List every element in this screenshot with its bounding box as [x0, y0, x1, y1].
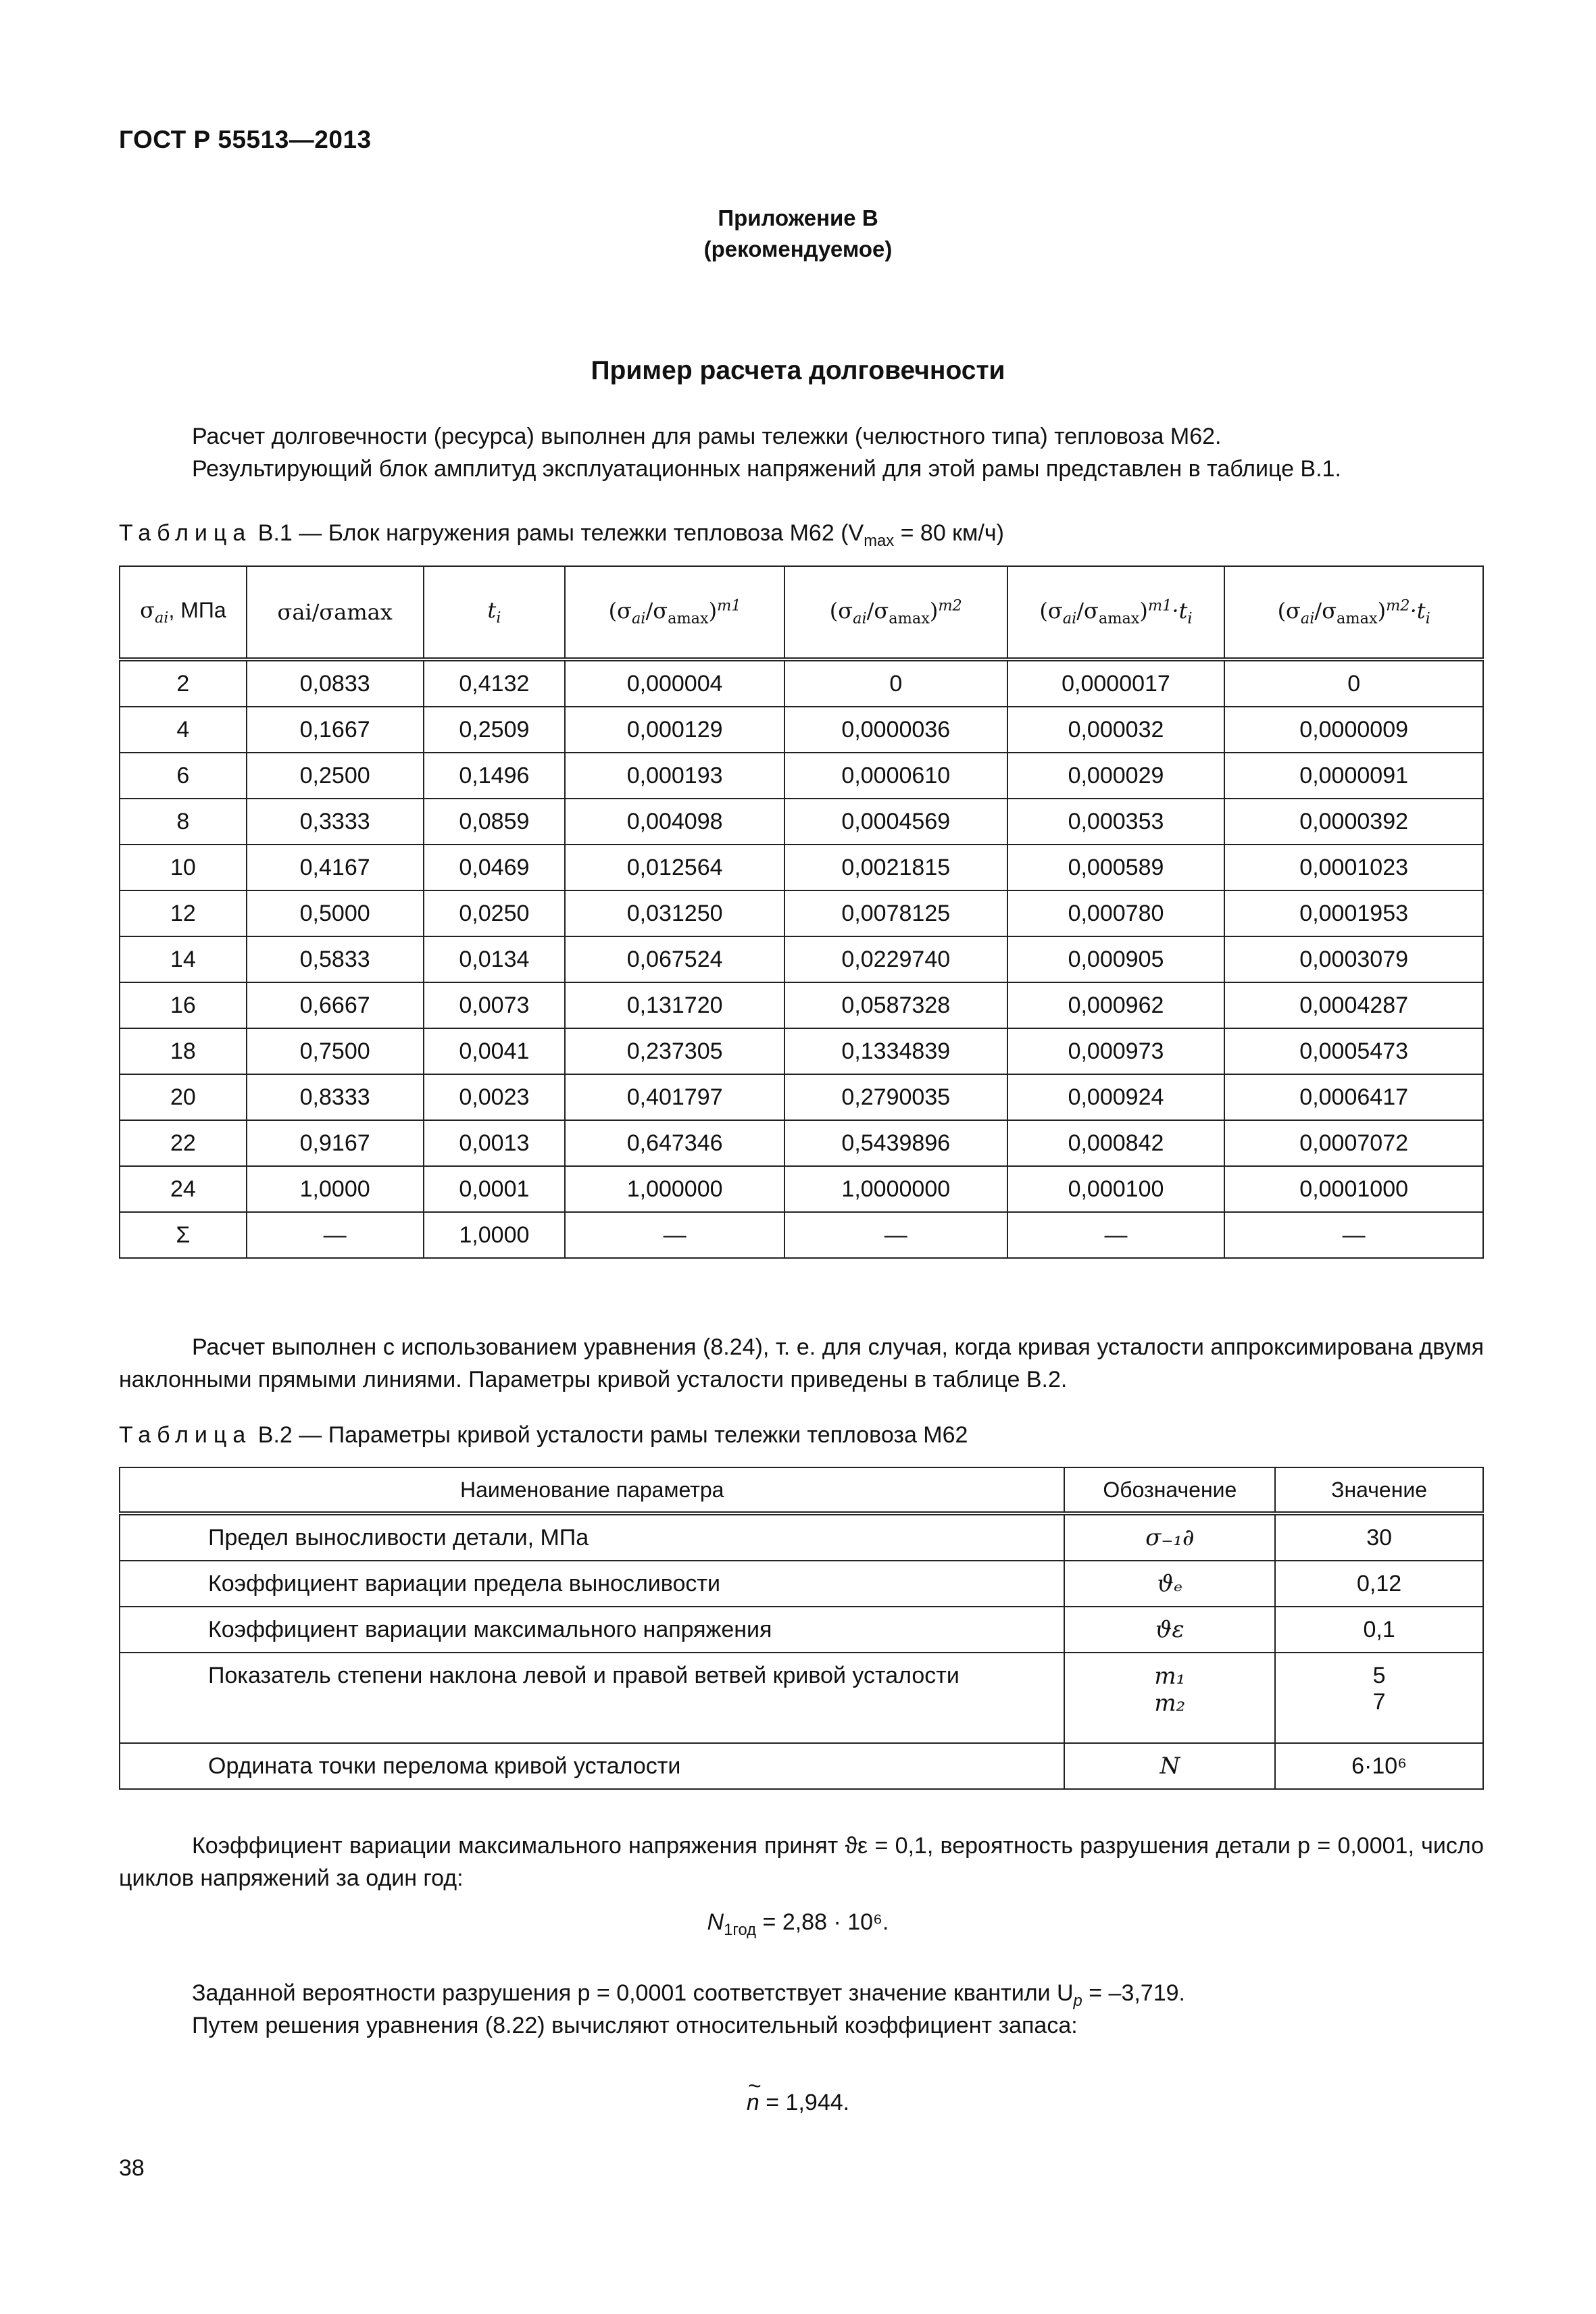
table1-cell: 16 — [120, 982, 247, 1028]
param-symbol: N — [1064, 1743, 1275, 1789]
table1-header-ratio-m1-ti: $(\sigma_{ai}/\sigma_{amax})^{m1}\cdot t_i$ — [1007, 566, 1225, 659]
table2-caption-text: В.2 — Параметры кривой усталости рамы тележки тепловоза М62 — [257, 1422, 968, 1448]
table1-header-ti: $t_i$ — [424, 566, 566, 659]
table1-caption-sub: max — [864, 531, 895, 550]
table1-cell: 14 — [120, 936, 247, 982]
table1-cell: 24 — [120, 1166, 247, 1212]
param-name: Ордината точки перелома кривой усталости — [120, 1743, 1064, 1789]
table1-cell: 0,0078125 — [784, 890, 1007, 936]
table1-row — [120, 659, 1483, 707]
table1-cell: 0,0833 — [247, 659, 424, 707]
table1-cell: 1,0000 — [424, 1212, 566, 1258]
table1-cell: 0,0007072 — [1224, 1120, 1483, 1166]
appendix-title: Приложение В — [718, 205, 878, 230]
table2-header-row — [120, 1467, 1483, 1513]
table1-cell: 0,0000036 — [784, 707, 1007, 753]
table1-row — [120, 890, 1483, 936]
table1-cell: 1,0000 — [247, 1166, 424, 1212]
param-symbol: ϑε — [1064, 1607, 1275, 1653]
table1-cell: 0,4132 — [424, 659, 566, 707]
paragraph-variation: Коэффициент вариации максимального напряжения принят ϑε = 0,1, вероятность разрушения детали p = 0,0001, число циклов напряжений за один год: — [119, 1833, 1484, 1891]
table2-row — [120, 1561, 1483, 1607]
table1-cell: 4 — [120, 707, 247, 753]
table1-cell: — — [784, 1212, 1007, 1258]
table1-cell: 0,4167 — [247, 845, 424, 890]
table1-caption-label: Таблица — [119, 520, 252, 546]
table1-cell: — — [565, 1212, 784, 1258]
appendix-subtitle: (рекомендуемое) — [703, 236, 893, 261]
table1-cell: — — [247, 1212, 424, 1258]
table-loading-block — [119, 565, 1484, 1259]
table2-header-value: Значение — [1275, 1467, 1483, 1513]
table2-caption-label: Таблица — [119, 1422, 252, 1448]
table1-caption-text: В.1 — Блок нагружения рамы тележки тепловоза М62 (V — [257, 520, 864, 546]
table2-header-name: Наименование параметра — [120, 1467, 1064, 1513]
table1-cell: 0,647346 — [565, 1120, 784, 1166]
table2-header-symbol: Обозначение — [1064, 1467, 1275, 1513]
param-name: Показатель степени наклона левой и правой ветвей кривой усталости — [120, 1653, 1064, 1743]
table2-row — [120, 1743, 1483, 1789]
table1-body — [120, 659, 1483, 1258]
table1-row — [120, 982, 1483, 1028]
table2-row — [120, 1653, 1483, 1743]
table1-header-ratio-m2-ti: $(\sigma_{ai}/\sigma_{amax})^{m2}\cdot t_i$ — [1224, 566, 1483, 659]
table1-cell: 22 — [120, 1120, 247, 1166]
table1-cell: 1,0000000 — [784, 1166, 1007, 1212]
table1-cell: 0,0250 — [424, 890, 566, 936]
table1-cell: 0,000589 — [1007, 845, 1225, 890]
table1-cell: 0,000193 — [565, 753, 784, 799]
table1-cell: 0,000353 — [1007, 799, 1225, 845]
table1-cell: 0,067524 — [565, 936, 784, 982]
table1-cell: 0,000962 — [1007, 982, 1225, 1028]
table1-cell: 0,9167 — [247, 1120, 424, 1166]
table1-cell: 0,000100 — [1007, 1166, 1225, 1212]
table1-row — [120, 707, 1483, 753]
table1-cell: 0,0001953 — [1224, 890, 1483, 936]
param-name: Коэффициент вариации максимального напряжения — [120, 1607, 1064, 1653]
table1-cell: 0,004098 — [565, 799, 784, 845]
table1-header-ratio: σai/σamax — [247, 566, 424, 659]
param-symbol-m1: m₁ — [1154, 1663, 1186, 1690]
table1-cell: 0,000129 — [565, 707, 784, 753]
table1-row — [120, 1074, 1483, 1120]
table-fatigue-parameters — [119, 1467, 1484, 1790]
param-value — [1275, 1653, 1483, 1743]
table1-cell: 1,000000 — [565, 1166, 784, 1212]
table1-cell: 0,0000009 — [1224, 707, 1483, 753]
table1-cell: 0,0229740 — [784, 936, 1007, 982]
table1-cell: — — [1224, 1212, 1483, 1258]
table1-row — [120, 936, 1483, 982]
table1-row — [120, 799, 1483, 845]
param-value-m1: 5 — [1372, 1663, 1386, 1688]
param-value: 0,12 — [1275, 1561, 1483, 1607]
table1-cell: 0,0000392 — [1224, 799, 1483, 845]
table1-cell: Σ — [120, 1212, 247, 1258]
table1-cell: 0,000004 — [565, 659, 784, 707]
table1-row — [120, 1028, 1483, 1074]
table1-cell: 0,7500 — [247, 1028, 424, 1074]
table1-cell: 0,0001000 — [1224, 1166, 1483, 1212]
param-symbol-m2: m₂ — [1154, 1690, 1186, 1717]
table1-cell: 20 — [120, 1074, 247, 1120]
table1-row — [120, 1166, 1483, 1212]
table2-row — [120, 1513, 1483, 1561]
param-symbol: σ₋₁∂ — [1064, 1513, 1275, 1561]
table1-cell: 0,0004569 — [784, 799, 1007, 845]
table1-row — [120, 1120, 1483, 1166]
table1-cell: 0,2500 — [247, 753, 424, 799]
table1-cell: 0,000032 — [1007, 707, 1225, 753]
table1-cell: 0,5439896 — [784, 1120, 1007, 1166]
table1-cell: 0,0004287 — [1224, 982, 1483, 1028]
table1-cell: 0,0041 — [424, 1028, 566, 1074]
table1-cell: 0,000973 — [1007, 1028, 1225, 1074]
table1-cell: 0 — [784, 659, 1007, 707]
middle-paragraph: Расчет выполнен с использованием уравнения (8.24), т. е. для случая, когда кривая усталости аппроксимирована двумя наклонными прямыми линиями. Параметры кривой усталости приведены в таблице В.2. — [119, 1334, 1484, 1392]
table1-cell: 0,2790035 — [784, 1074, 1007, 1120]
table1-cell: 0,0005473 — [1224, 1028, 1483, 1074]
table1-cell: — — [1007, 1212, 1225, 1258]
table2-caption — [119, 1422, 968, 1449]
param-symbol: ϑₑ — [1064, 1561, 1275, 1607]
table1-cell: 2 — [120, 659, 247, 707]
param-value-m2: 7 — [1372, 1689, 1386, 1715]
table1-cell: 0,0859 — [424, 799, 566, 845]
table1-cell: 0,000905 — [1007, 936, 1225, 982]
table1-cell: 0,0000091 — [1224, 753, 1483, 799]
table1-header-sigma: $\sigma_{ai}$, МПа — [120, 566, 247, 659]
table1-header-ratio-m1: $(\sigma_{ai}/\sigma_{amax})^{m1}$ — [565, 566, 784, 659]
table1-cell: 0,0000017 — [1007, 659, 1225, 707]
table1-cell: 0,131720 — [565, 982, 784, 1028]
formula-safety-factor: ~ n = 1,944. — [0, 2090, 1596, 2116]
table1-cell: 0,000924 — [1007, 1074, 1225, 1120]
table1-cell: 0,0000610 — [784, 753, 1007, 799]
param-value: 0,1 — [1275, 1607, 1483, 1653]
table1-cell: 0,401797 — [565, 1074, 784, 1120]
page-number: 38 — [119, 2155, 145, 2181]
table1-cell: 12 — [120, 890, 247, 936]
table1-cell: 0,000842 — [1007, 1120, 1225, 1166]
table1-cell: 0,3333 — [247, 799, 424, 845]
param-name: Предел выносливости детали, МПа — [120, 1513, 1064, 1561]
table1-cell: 0,0023 — [424, 1074, 566, 1120]
table1-row — [120, 845, 1483, 890]
table1-caption — [119, 520, 1004, 551]
param-symbol — [1064, 1653, 1275, 1743]
table1-cell: 18 — [120, 1028, 247, 1074]
table1-caption-tail: = 80 км/ч) — [894, 520, 1004, 546]
table1-cell: 0,2509 — [424, 707, 566, 753]
table1-cell: 0,1496 — [424, 753, 566, 799]
table1-cell: 6 — [120, 753, 247, 799]
paragraph-quantile: Заданной вероятности разрушения p = 0,0001 соответствует значение квантили $U_p = -3,719$. — [192, 1980, 1185, 2010]
table1-cell: 0,0469 — [424, 845, 566, 890]
table1-header-row — [120, 566, 1483, 659]
table1-cell: 0,237305 — [565, 1028, 784, 1074]
table1-header-ratio-m2: $(\sigma_{ai}/\sigma_{amax})^{m2}$ — [784, 566, 1007, 659]
table1-cell: 0,1334839 — [784, 1028, 1007, 1074]
table1-cell: 0,6667 — [247, 982, 424, 1028]
table1-cell: 0,0587328 — [784, 982, 1007, 1028]
table1-cell: 0,0073 — [424, 982, 566, 1028]
table1-row — [120, 753, 1483, 799]
table1-cell: 0,5000 — [247, 890, 424, 936]
table1-cell: 0,1667 — [247, 707, 424, 753]
table1-cell: 0,0001023 — [1224, 845, 1483, 890]
param-value: 6·10⁶ — [1275, 1743, 1483, 1789]
table1-cell: 0,0006417 — [1224, 1074, 1483, 1120]
table1-cell: 0,0134 — [424, 936, 566, 982]
formula-cycles-per-year: $N_{1год} = 2,88 \cdot 10^6$. — [707, 1909, 889, 1939]
intro-line-2: Результирующий блок амплитуд эксплуатационных напряжений для этой рамы представлен в таблице В.1. — [192, 456, 1341, 482]
table1-cell: 0,012564 — [565, 845, 784, 890]
table1-cell: 0,8333 — [247, 1074, 424, 1120]
table1-row — [120, 1212, 1483, 1258]
table2-row — [120, 1607, 1483, 1653]
table1-cell: 8 — [120, 799, 247, 845]
table1-cell: 10 — [120, 845, 247, 890]
param-name: Коэффициент вариации предела выносливости — [120, 1561, 1064, 1607]
document-header: ГОСТ Р 55513—2013 — [119, 126, 372, 153]
table1-cell: 0,0013 — [424, 1120, 566, 1166]
intro-line-1: Расчет долговечности (ресурса) выполнен для рамы тележки (челюстного типа) тепловоза М62. — [192, 424, 1222, 449]
table1-cell: 0 — [1224, 659, 1483, 707]
table1-cell: 0,031250 — [565, 890, 784, 936]
table1-cell: 0,000029 — [1007, 753, 1225, 799]
table1-cell: 0,5833 — [247, 936, 424, 982]
section-title: Пример расчета долговечности — [591, 356, 1005, 385]
param-value: 30 — [1275, 1513, 1483, 1561]
table1-cell: 0,0003079 — [1224, 936, 1483, 982]
paragraph-equation: Путем решения уравнения (8.22) вычисляют относительный коэффициент запаса: — [192, 2013, 1078, 2038]
table1-cell: 0,000780 — [1007, 890, 1225, 936]
table1-cell: 0,0021815 — [784, 845, 1007, 890]
table1-cell: 0,0001 — [424, 1166, 566, 1212]
